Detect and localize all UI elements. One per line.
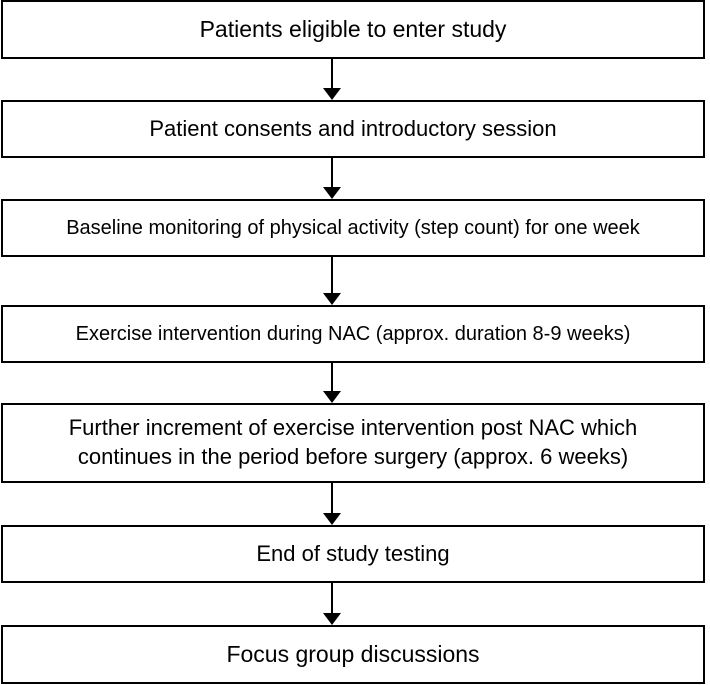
step-exercise-during-nac-label: Exercise intervention during NAC (approx. duration 8-9 weeks)	[75, 323, 631, 345]
arrow-down-icon	[323, 483, 341, 525]
step-exercise-post-nac-label: Further increment of exercise intervention post NAC which continues in the period before surgery (approx. 6 weeks)	[68, 415, 638, 469]
step-focus-group	[1, 625, 705, 684]
step-end-of-study-testing-label: End of study testing	[256, 540, 450, 566]
arrow-down-icon	[323, 257, 341, 305]
arrow-down-icon	[323, 158, 341, 199]
step-end-of-study-testing	[1, 525, 705, 583]
step-consent	[1, 100, 705, 158]
step-exercise-during-nac	[1, 305, 705, 363]
step-eligible-label: Patients eligible to enter study	[199, 15, 507, 42]
step-eligible	[1, 0, 705, 59]
step-baseline-monitoring-label: Baseline monitoring of physical activity (step count) for one week	[66, 217, 640, 239]
step-baseline-monitoring	[1, 199, 705, 257]
arrow-down-icon	[323, 59, 341, 100]
step-exercise-post-nac	[1, 403, 705, 483]
step-focus-group-label: Focus group discussions	[226, 640, 480, 667]
arrow-down-icon	[323, 363, 341, 403]
arrow-down-icon	[323, 583, 341, 625]
step-consent-label: Patient consents and introductory session	[149, 115, 557, 141]
